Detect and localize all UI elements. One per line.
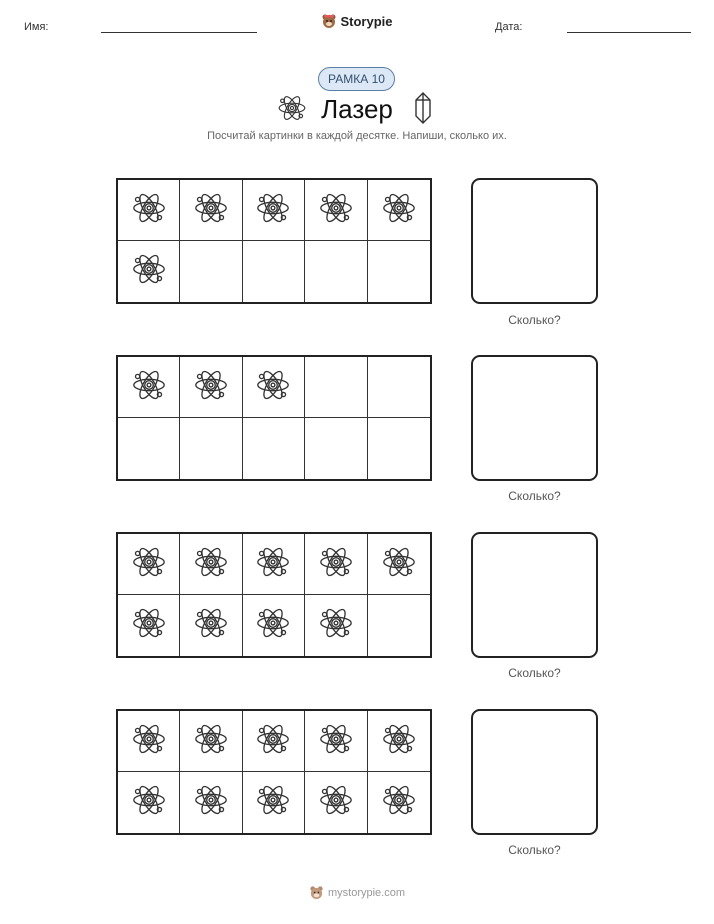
frame-badge: РАМКА 10 [318, 67, 395, 91]
atom-icon [192, 604, 230, 647]
frame-cell [368, 357, 430, 418]
atom-icon [317, 604, 355, 647]
atom-icon [192, 189, 230, 232]
frame-cell [305, 711, 367, 772]
ten-frame [116, 709, 432, 835]
atom-icon [254, 781, 292, 824]
frame-cell [243, 772, 305, 833]
atom-icon [254, 720, 292, 763]
date-line[interactable] [567, 32, 691, 33]
frame-cell [118, 418, 180, 479]
atom-icon [192, 543, 230, 586]
atom-icon [317, 781, 355, 824]
atom-icon [317, 720, 355, 763]
frame-cell [305, 357, 367, 418]
frame-cell [118, 772, 180, 833]
frame-cell [118, 534, 180, 595]
frame-cell [243, 418, 305, 479]
atom-icon [254, 366, 292, 409]
frame-cell [243, 711, 305, 772]
atom-icon [380, 543, 418, 586]
frame-cell [368, 711, 430, 772]
date-label: Дата: [495, 21, 523, 33]
crystal-icon [414, 92, 432, 124]
ten-frame [116, 178, 432, 304]
name-label: Имя: [24, 21, 49, 33]
atom-icon [192, 781, 230, 824]
frame-cell [305, 180, 367, 241]
frame-cell [180, 180, 242, 241]
frame-cell [368, 534, 430, 595]
ten-frame [116, 532, 432, 658]
frame-cell [243, 534, 305, 595]
atom-icon [130, 604, 168, 647]
answer-box[interactable] [471, 355, 598, 481]
atom-icon [192, 720, 230, 763]
bear-mascot-icon [309, 885, 324, 900]
atom-icon [192, 366, 230, 409]
frame-cell [305, 241, 367, 302]
bear-mascot-icon [321, 13, 337, 29]
frame-cell [180, 711, 242, 772]
answer-label: Сколько? [508, 489, 561, 503]
name-line[interactable] [101, 32, 257, 33]
frame-cell [243, 241, 305, 302]
atom-icon [380, 781, 418, 824]
answer-box[interactable] [471, 178, 598, 304]
frame-cell [118, 180, 180, 241]
atom-icon [130, 543, 168, 586]
answer-box[interactable] [471, 709, 598, 835]
atom-icon [130, 189, 168, 232]
page-title: Лазер [321, 94, 393, 124]
frame-cell [368, 595, 430, 656]
frame-cell [180, 357, 242, 418]
frame-cell [305, 772, 367, 833]
footer [0, 885, 714, 900]
answer-label: Сколько? [508, 666, 561, 680]
atom-icon [317, 189, 355, 232]
atom-icon [130, 781, 168, 824]
frame-cell [368, 772, 430, 833]
instructions: Посчитай картинки в каждой десятке. Напиши, сколько их. [207, 130, 507, 142]
atom-icon [254, 543, 292, 586]
atom-icon [380, 720, 418, 763]
atom-icon [130, 720, 168, 763]
atom-icon [130, 250, 168, 293]
brand-name: Storypie [340, 13, 393, 29]
frame-cell [243, 595, 305, 656]
frame-cell [180, 772, 242, 833]
atom-icon [130, 366, 168, 409]
frame-cell [368, 418, 430, 479]
footer-url: mystorypie.com [327, 886, 406, 899]
frame-cell [243, 180, 305, 241]
ten-frame [116, 355, 432, 481]
frame-cell [180, 418, 242, 479]
frame-cell [180, 241, 242, 302]
frame-cell [118, 241, 180, 302]
atom-icon [317, 543, 355, 586]
frame-cell [118, 711, 180, 772]
answer-label: Сколько? [508, 843, 561, 857]
frame-cell [368, 241, 430, 302]
answer-label: Сколько? [508, 313, 561, 327]
frame-cell [305, 418, 367, 479]
frame-cell [305, 595, 367, 656]
frame-cell [118, 595, 180, 656]
frame-cell [180, 534, 242, 595]
frame-cell [368, 180, 430, 241]
answer-box[interactable] [471, 532, 598, 658]
atom-icon [254, 604, 292, 647]
atom-icon [254, 189, 292, 232]
frame-cell [180, 595, 242, 656]
frame-cell [305, 534, 367, 595]
brand-logo [0, 13, 714, 29]
atom-icon [380, 189, 418, 232]
frame-cell [243, 357, 305, 418]
frame-cell [118, 357, 180, 418]
